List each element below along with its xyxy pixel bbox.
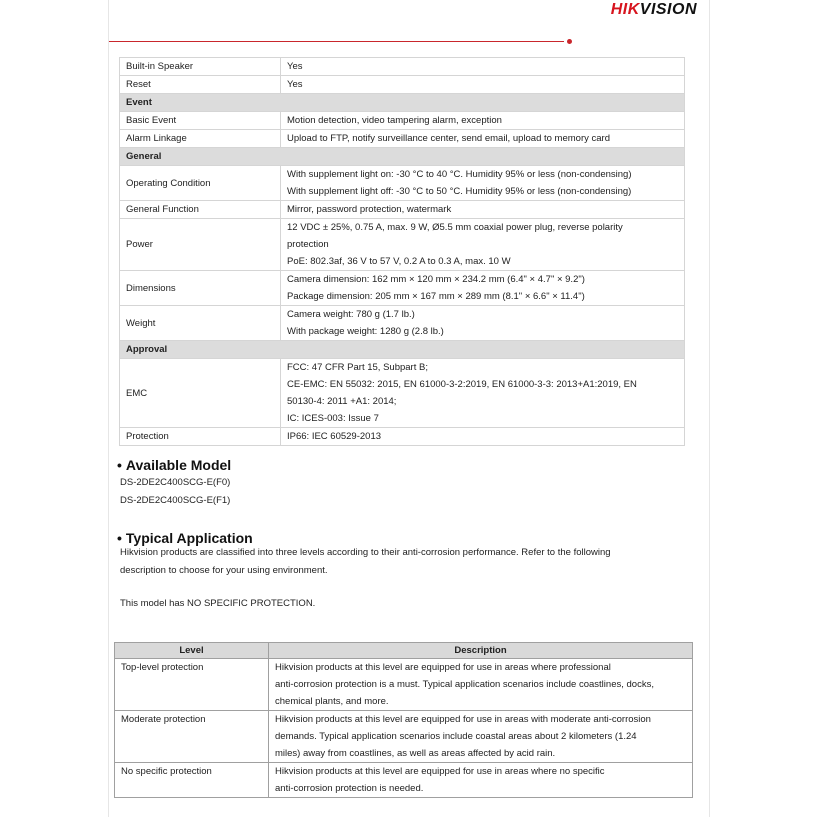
spec-row [120,271,685,306]
description-line: chemical plants, and more. [275,696,389,707]
spec-value-line: Yes [287,79,303,90]
spec-value-line: IC: ICES-003: Issue 7 [287,413,379,424]
spec-section-title: Event [120,94,685,112]
available-model-heading: • Available Model [117,457,232,473]
spec-value-line: PoE: 802.3af, 36 V to 57 V, 0.2 A to 0.3 A, max. 10 W [287,256,511,267]
spec-value [281,76,685,94]
description-line: demands. Typical application scenarios include coastal areas about 2 kilometers (1.24 [275,731,637,742]
spec-value-line: FCC: 47 CFR Part 15, Subpart B; [287,362,428,373]
protection-note: This model has NO SPECIFIC PROTECTION. [120,598,316,609]
spec-row [120,359,685,428]
protection-level-name: No specific protection [115,763,269,798]
spec-key: Weight [120,306,281,341]
spec-value-line: Motion detection, video tampering alarm, exception [287,115,502,126]
description-line: miles) away from coastlines, as well as areas affected by acid rain. [275,748,556,759]
hikvision-logo: HIKVISION [610,1,697,18]
spec-value [281,201,685,219]
spec-table [119,57,685,446]
spec-key: Alarm Linkage [120,130,281,148]
spec-value [281,271,685,306]
spec-key: Dimensions [120,271,281,306]
spec-row [120,166,685,201]
spec-value-line: 12 VDC ± 25%, 0.75 A, max. 9 W, Ø5.5 mm coaxial power plug, reverse polarity [287,222,623,233]
spec-value-line: IP66: IEC 60529-2013 [287,431,382,442]
spec-value [281,306,685,341]
description-line: Hikvision products at this level are equipped for use in areas with moderate anti-corrosion [275,714,651,725]
spec-value-line: Mirror, password protection, watermark [287,204,452,215]
spec-value [281,219,685,271]
spec-section-row [120,341,685,359]
spec-row [120,130,685,148]
spec-key: Built-in Speaker [120,58,281,76]
spec-section-row [120,148,685,166]
spec-value-line: Package dimension: 205 mm × 167 mm × 289 mm (8.1" × 6.6" × 11.4") [287,291,585,302]
spec-key: Reset [120,76,281,94]
protection-level-table [114,642,693,798]
spec-row [120,428,685,446]
protection-level-description [269,711,693,763]
spec-value-line: Camera weight: 780 g (1.7 lb.) [287,309,415,320]
spec-key: General Function [120,201,281,219]
spec-key: EMC [120,359,281,428]
spec-row [120,201,685,219]
spec-value [281,130,685,148]
spec-value-line: 50130-4: 2011 +A1: 2014; [287,396,397,407]
protection-level-name: Top-level protection [115,659,269,711]
spec-section-row [120,94,685,112]
description-line: Hikvision products at this level are equipped for use in areas where professional [275,662,611,673]
protection-level-description [269,763,693,798]
model-item: DS-2DE2C400SCG-E(F1) [120,495,231,506]
spec-value-line: Yes [287,61,303,72]
spec-row [120,219,685,271]
level-column-header: Level [115,643,269,659]
protection-level-description [269,659,693,711]
typical-application-heading: • Typical Application [117,530,253,546]
spec-key: Operating Condition [120,166,281,201]
protection-level-row [115,711,693,763]
description-line: anti-corrosion protection is a must. Typical application scenarios include coastlines, docks, [275,679,654,690]
spec-value-line: Upload to FTP, notify surveillance center, send email, upload to memory card [287,133,610,144]
spec-value-line: CE-EMC: EN 55032: 2015, EN 61000-3-2:2019, EN 61000-3-3: 2013+A1:2019, EN [287,379,637,390]
spec-value [281,58,685,76]
protection-level-row [115,763,693,798]
spec-key: Basic Event [120,112,281,130]
spec-section-title: General [120,148,685,166]
header-divider [109,41,564,42]
typical-application-intro: Hikvision products are classified into three levels according to their anti-corrosion performance. Refer to the following description to choose for your using environment. [120,547,611,576]
spec-value-line: With supplement light off: -30 °C to 50 °C. Humidity 95% or less (non-condensing) [287,186,632,197]
model-item: DS-2DE2C400SCG-E(F0) [120,477,231,488]
spec-row [120,58,685,76]
spec-value-line: Camera dimension: 162 mm × 120 mm × 234.2 mm (6.4" × 4.7" × 9.2") [287,274,585,285]
spec-value-line: With package weight: 1280 g (2.8 lb.) [287,326,444,337]
spec-value [281,112,685,130]
description-column-header: Description [269,643,693,659]
spec-value [281,428,685,446]
description-line: Hikvision products at this level are equipped for use in areas where no specific [275,766,605,777]
model-list [120,474,230,510]
header-divider-dot [567,39,572,44]
datasheet-page [108,0,710,817]
spec-row [120,76,685,94]
spec-row [120,306,685,341]
protection-level-name: Moderate protection [115,711,269,763]
spec-value-line: With supplement light on: -30 °C to 40 °C. Humidity 95% or less (non-condensing) [287,169,632,180]
spec-value [281,166,685,201]
spec-value [281,359,685,428]
table-header-row [115,643,693,659]
protection-level-row [115,659,693,711]
spec-value-line: protection [287,239,329,250]
spec-section-title: Approval [120,341,685,359]
spec-row [120,112,685,130]
spec-key: Protection [120,428,281,446]
spec-key: Power [120,219,281,271]
description-line: anti-corrosion protection is needed. [275,783,424,794]
